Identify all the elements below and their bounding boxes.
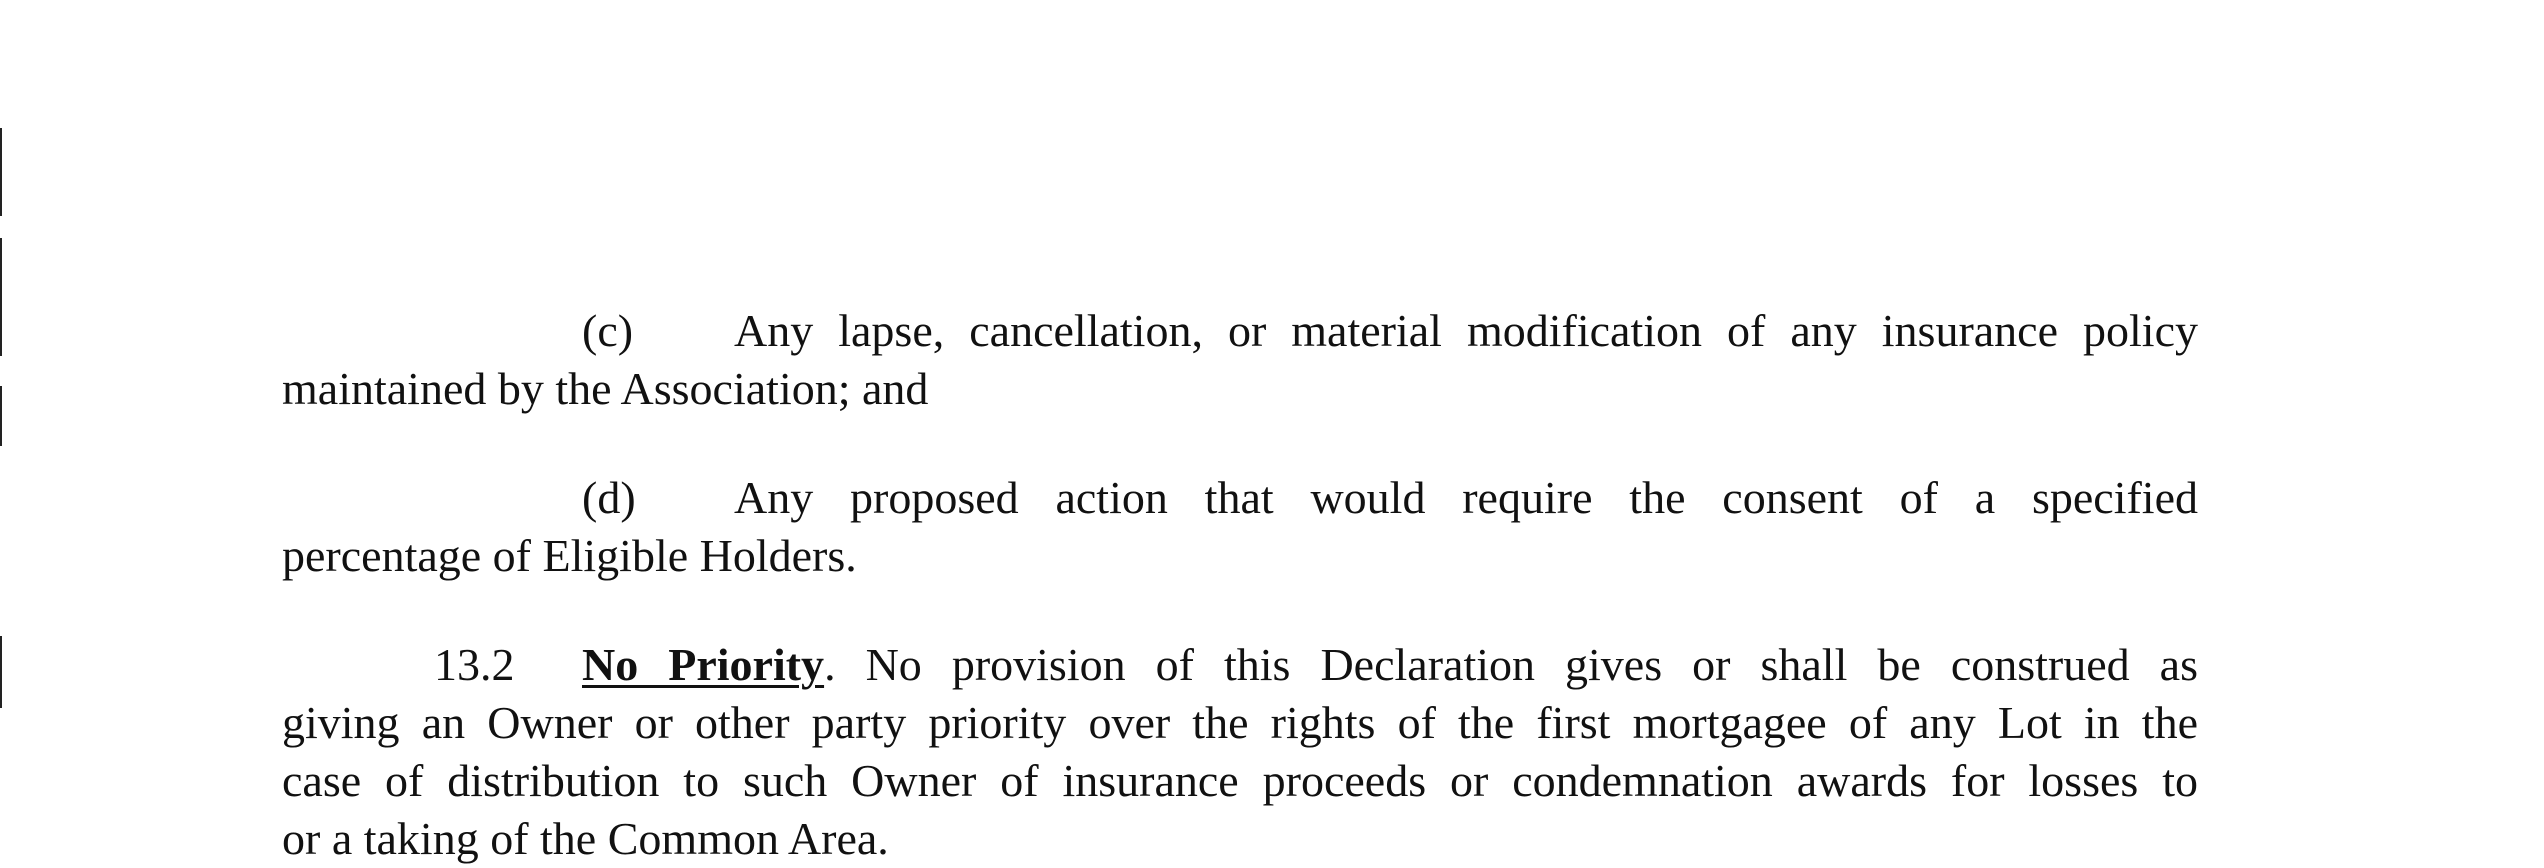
scan-edge-mark [0,386,2,446]
section-13-2-line-4: or a taking of the Common Area. [282,813,889,864]
para-c-text-1: Any lapse, cancellation, or material modification of any insurance policy [734,305,2198,356]
scan-edge-mark [0,636,2,708]
para-c-line-2 [282,360,2198,418]
para-c-text-2: maintained by the Association; and [282,363,929,414]
section-13-2-text-1 [582,636,2198,694]
section-13-2-intro: . No provision of this Declaration gives or shall be construed as [824,639,2198,690]
scan-edge-mark [0,128,2,216]
para-d-marker: (d) [582,472,636,523]
section-13-2-line-2: giving an Owner or other party priority over the rights of the first mortgagee of any Lot in the [282,697,2198,748]
para-c-marker: (c) [582,305,634,356]
section-number: 13.2 [434,639,515,690]
scan-edge-mark [0,238,2,356]
para-d-text-1: Any proposed action that would require the consent of a specified [734,472,2198,523]
para-d-text-2: percentage of Eligible Holders. [282,530,857,581]
section-heading: No Priority [582,639,825,690]
section-13-2-line-3: case of distribution to such Owner of insurance proceeds or condemnation awards for losses to [282,755,2198,806]
para-d-line-2 [282,527,2198,585]
